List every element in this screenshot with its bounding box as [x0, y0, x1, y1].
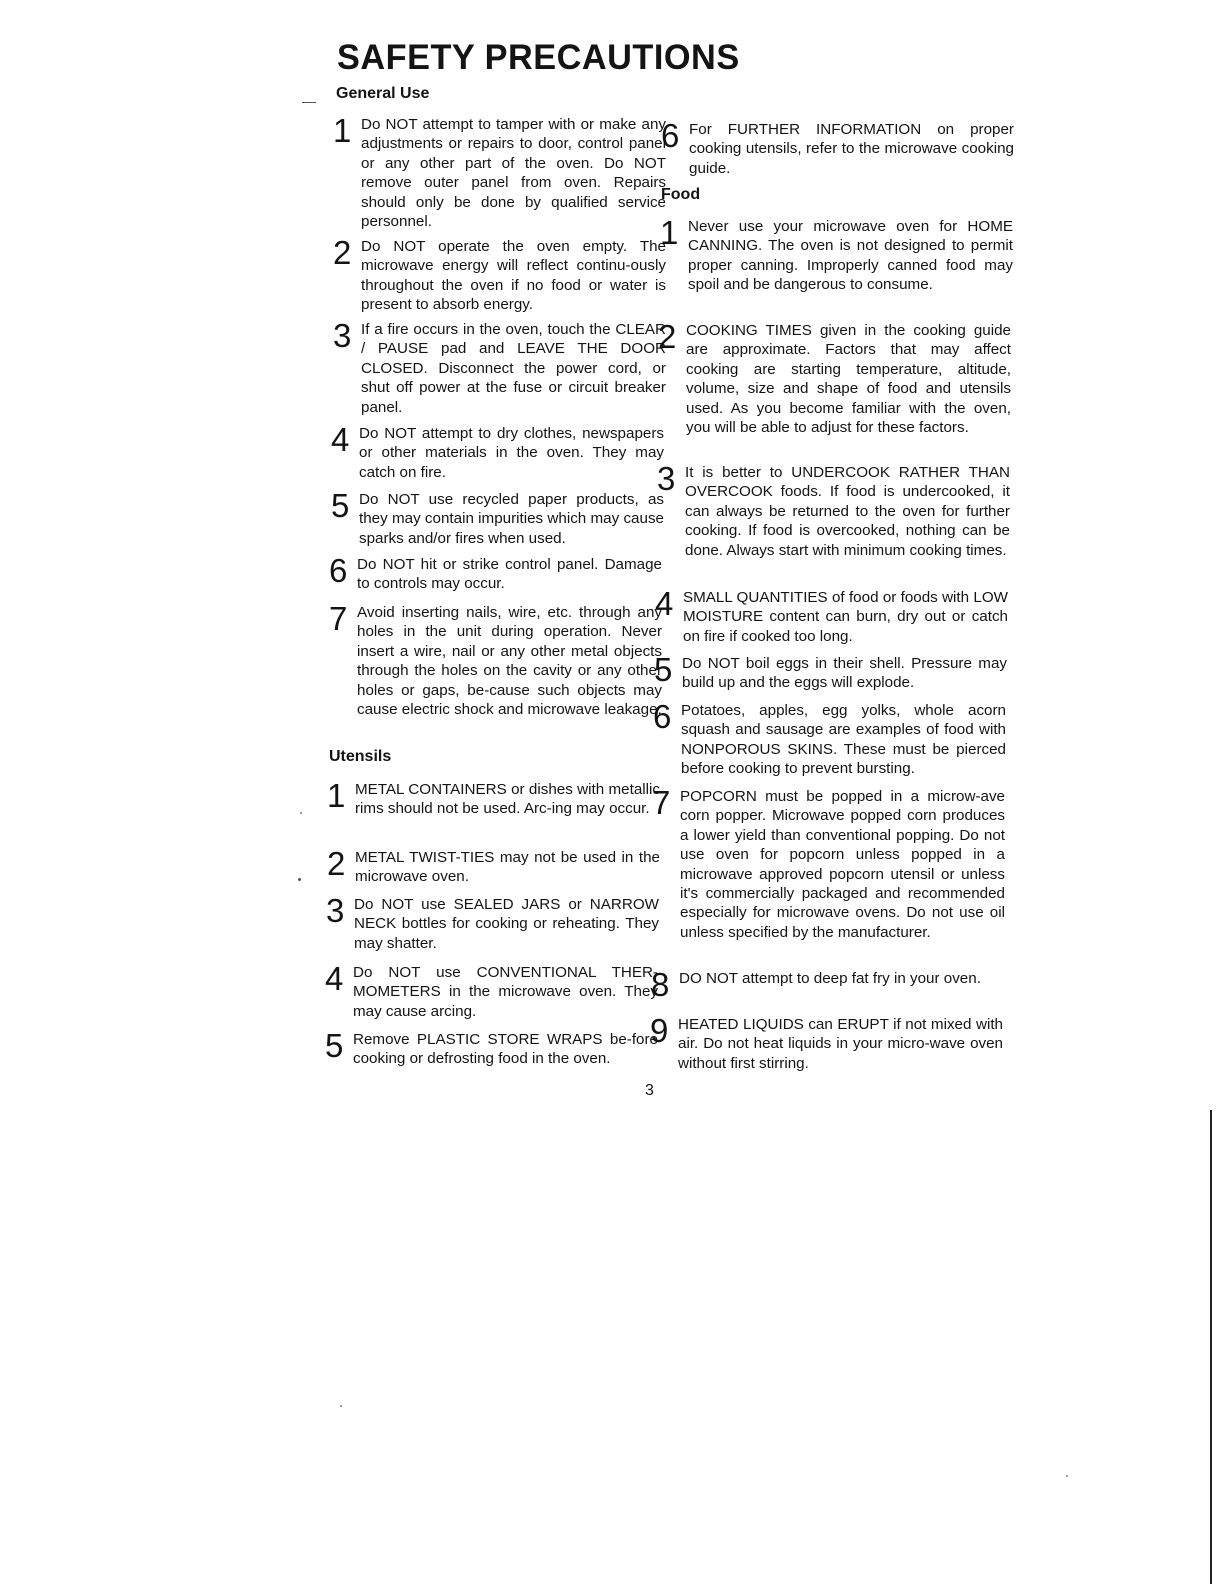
- food-item-9: [650, 1012, 1003, 1073]
- general-item-7: [329, 600, 662, 719]
- item-number: 3: [326, 892, 345, 929]
- item-text: SMALL QUANTITIES of food or foods with LOW MOISTURE content can burn, dry out or catch on fire if cooked too long.: [683, 589, 1008, 645]
- item-text: Do NOT boil eggs in their shell. Pressure may build up and the eggs will explode.: [682, 655, 1007, 692]
- item-text: POPCORN must be popped in a microw-ave corn popper. Microwave popped corn produces a lower yield than conventional popping. Do not use oven for popcorn unless popped in a microwave approved popcorn utensil or unless it's commercially packaged and recommended especially for microwave ovens. Do not use oil unless specified by the manufacturer.: [680, 788, 1005, 941]
- item-text: Potatoes, apples, egg yolks, whole acorn squash and sausage are examples of food with NONPOROUS SKINS. These must be pierced before cooking to prevent bursting.: [681, 702, 1006, 778]
- food-item-8: [651, 966, 1004, 1003]
- food-heading: Food: [661, 186, 701, 203]
- scan-speck: [300, 812, 302, 814]
- item-number: 1: [333, 112, 352, 149]
- scan-speck: [340, 1405, 342, 1407]
- scan-edge-line: [1210, 1110, 1212, 1584]
- item-text: Never use your microwave oven for HOME CANNING. The oven is not designed to permit proper canning. Improperly canned food may spoil and be dangerous to consume.: [688, 218, 1013, 294]
- general-item-3: [333, 317, 666, 417]
- utensils-item-6: [661, 117, 1014, 178]
- item-text: Do NOT attempt to dry clothes, newspapers or other materials in the oven. They may catch on fire.: [359, 425, 664, 481]
- item-number: 7: [652, 784, 671, 821]
- food-item-3: [657, 460, 1010, 560]
- utensils-item-1: [327, 777, 660, 819]
- item-number: 2: [333, 234, 352, 271]
- food-item-5: [654, 651, 1007, 693]
- item-text: If a fire occurs in the oven, touch the CLEAR / PAUSE pad and LEAVE THE DOOR CLOSED. Disconnect the power cord, or shut off power at the fuse or circuit breaker panel.: [361, 321, 666, 416]
- item-number: 2: [658, 318, 677, 355]
- item-text: It is better to UNDERCOOK RATHER THAN OVERCOOK foods. If food is undercooked, it can always be returned to the oven for further cooking. If food is overcooked, nothing can be done. Always start with minimum cooking times.: [685, 464, 1010, 559]
- item-text: Do NOT attempt to tamper with or make any adjustments or repairs to door, control panel or any other part of the oven. Do NOT remove outer panel from oven. Repairs should only be done by qualified service personnel.: [361, 116, 666, 231]
- item-text: DO NOT attempt to deep fat fry in your oven.: [679, 970, 981, 987]
- utensils-item-2: [327, 845, 660, 887]
- food-item-7: [652, 784, 1005, 942]
- item-text: Remove PLASTIC STORE WRAPS be-fore cooking or defrosting food in the oven.: [353, 1031, 658, 1068]
- item-text: Do NOT hit or strike control panel. Damage to controls may occur.: [357, 556, 662, 593]
- item-number: 4: [331, 421, 350, 458]
- item-number: 5: [331, 487, 350, 524]
- page-title: SAFETY PRECAUTIONS: [337, 38, 740, 77]
- general-use-heading: General Use: [336, 85, 430, 102]
- general-item-6: [329, 552, 662, 594]
- item-number: 4: [325, 960, 344, 997]
- food-item-4: [655, 585, 1008, 646]
- item-text: Do NOT use CONVENTIONAL THER-MOMETERS in the microwave oven. They may cause arcing.: [353, 964, 658, 1020]
- general-item-4: [331, 421, 664, 482]
- item-number: 6: [653, 698, 672, 735]
- food-item-2: [658, 318, 1011, 437]
- item-number: 1: [327, 777, 346, 814]
- item-number: 8: [651, 966, 670, 1003]
- item-number: 6: [661, 117, 680, 154]
- item-text: Do NOT operate the oven empty. The microwave energy will reflect continu-ously throughout the oven if no food or water is present to absorb energy.: [361, 238, 666, 314]
- item-text: For FURTHER INFORMATION on proper cooking utensils, refer to the microwave cooking guide.: [689, 121, 1014, 177]
- item-text: HEATED LIQUIDS can ERUPT if not mixed with air. Do not heat liquids in your micro-wave oven without first stirring.: [678, 1016, 1003, 1072]
- item-number: 2: [327, 845, 346, 882]
- item-text: COOKING TIMES given in the cooking guide are approximate. Factors that may affect cooking are starting temperature, altitude, volume, size and shape of food and utensils used. As you become familiar with the oven, you will be able to adjust for these factors.: [686, 322, 1011, 437]
- scan-mark: [302, 102, 316, 103]
- item-text: METAL TWIST-TIES may not be used in the microwave oven.: [355, 849, 660, 886]
- utensils-item-4: [325, 960, 658, 1021]
- item-number: 6: [329, 552, 348, 589]
- item-number: 1: [660, 214, 679, 251]
- food-item-6: [653, 698, 1006, 779]
- item-number: 9: [650, 1012, 669, 1049]
- item-number: 3: [333, 317, 352, 354]
- utensils-item-3: [326, 892, 659, 953]
- item-text: METAL CONTAINERS or dishes with metallic rims should not be used. Arc-ing may occur.: [355, 781, 660, 818]
- utensils-item-5: [325, 1027, 658, 1069]
- item-number: 5: [325, 1027, 344, 1064]
- item-number: 4: [655, 585, 674, 622]
- item-number: 5: [654, 651, 673, 688]
- page-number: 3: [645, 1082, 654, 1099]
- food-item-1: [660, 214, 1013, 295]
- item-text: Do NOT use recycled paper products, as they may contain impurities which may cause sparks and/or fires when used.: [359, 491, 664, 547]
- item-text: Avoid inserting nails, wire, etc. through any holes in the unit during operation. Never insert a wire, nail or any other metal objects through the holes on the cavity or any other holes or gaps, be-cause such objects may cause electric shock and microwave leakage.: [357, 604, 662, 719]
- general-item-5: [331, 487, 664, 548]
- item-number: 7: [329, 600, 348, 637]
- general-item-1: [333, 112, 666, 231]
- item-text: Do NOT use SEALED JARS or NARROW NECK bottles for cooking or reheating. They may shatter.: [354, 896, 659, 952]
- scan-speck: [298, 878, 301, 881]
- item-number: 3: [657, 460, 676, 497]
- general-item-2: [333, 234, 666, 315]
- utensils-heading: Utensils: [329, 748, 392, 765]
- scan-speck: [1066, 1475, 1068, 1477]
